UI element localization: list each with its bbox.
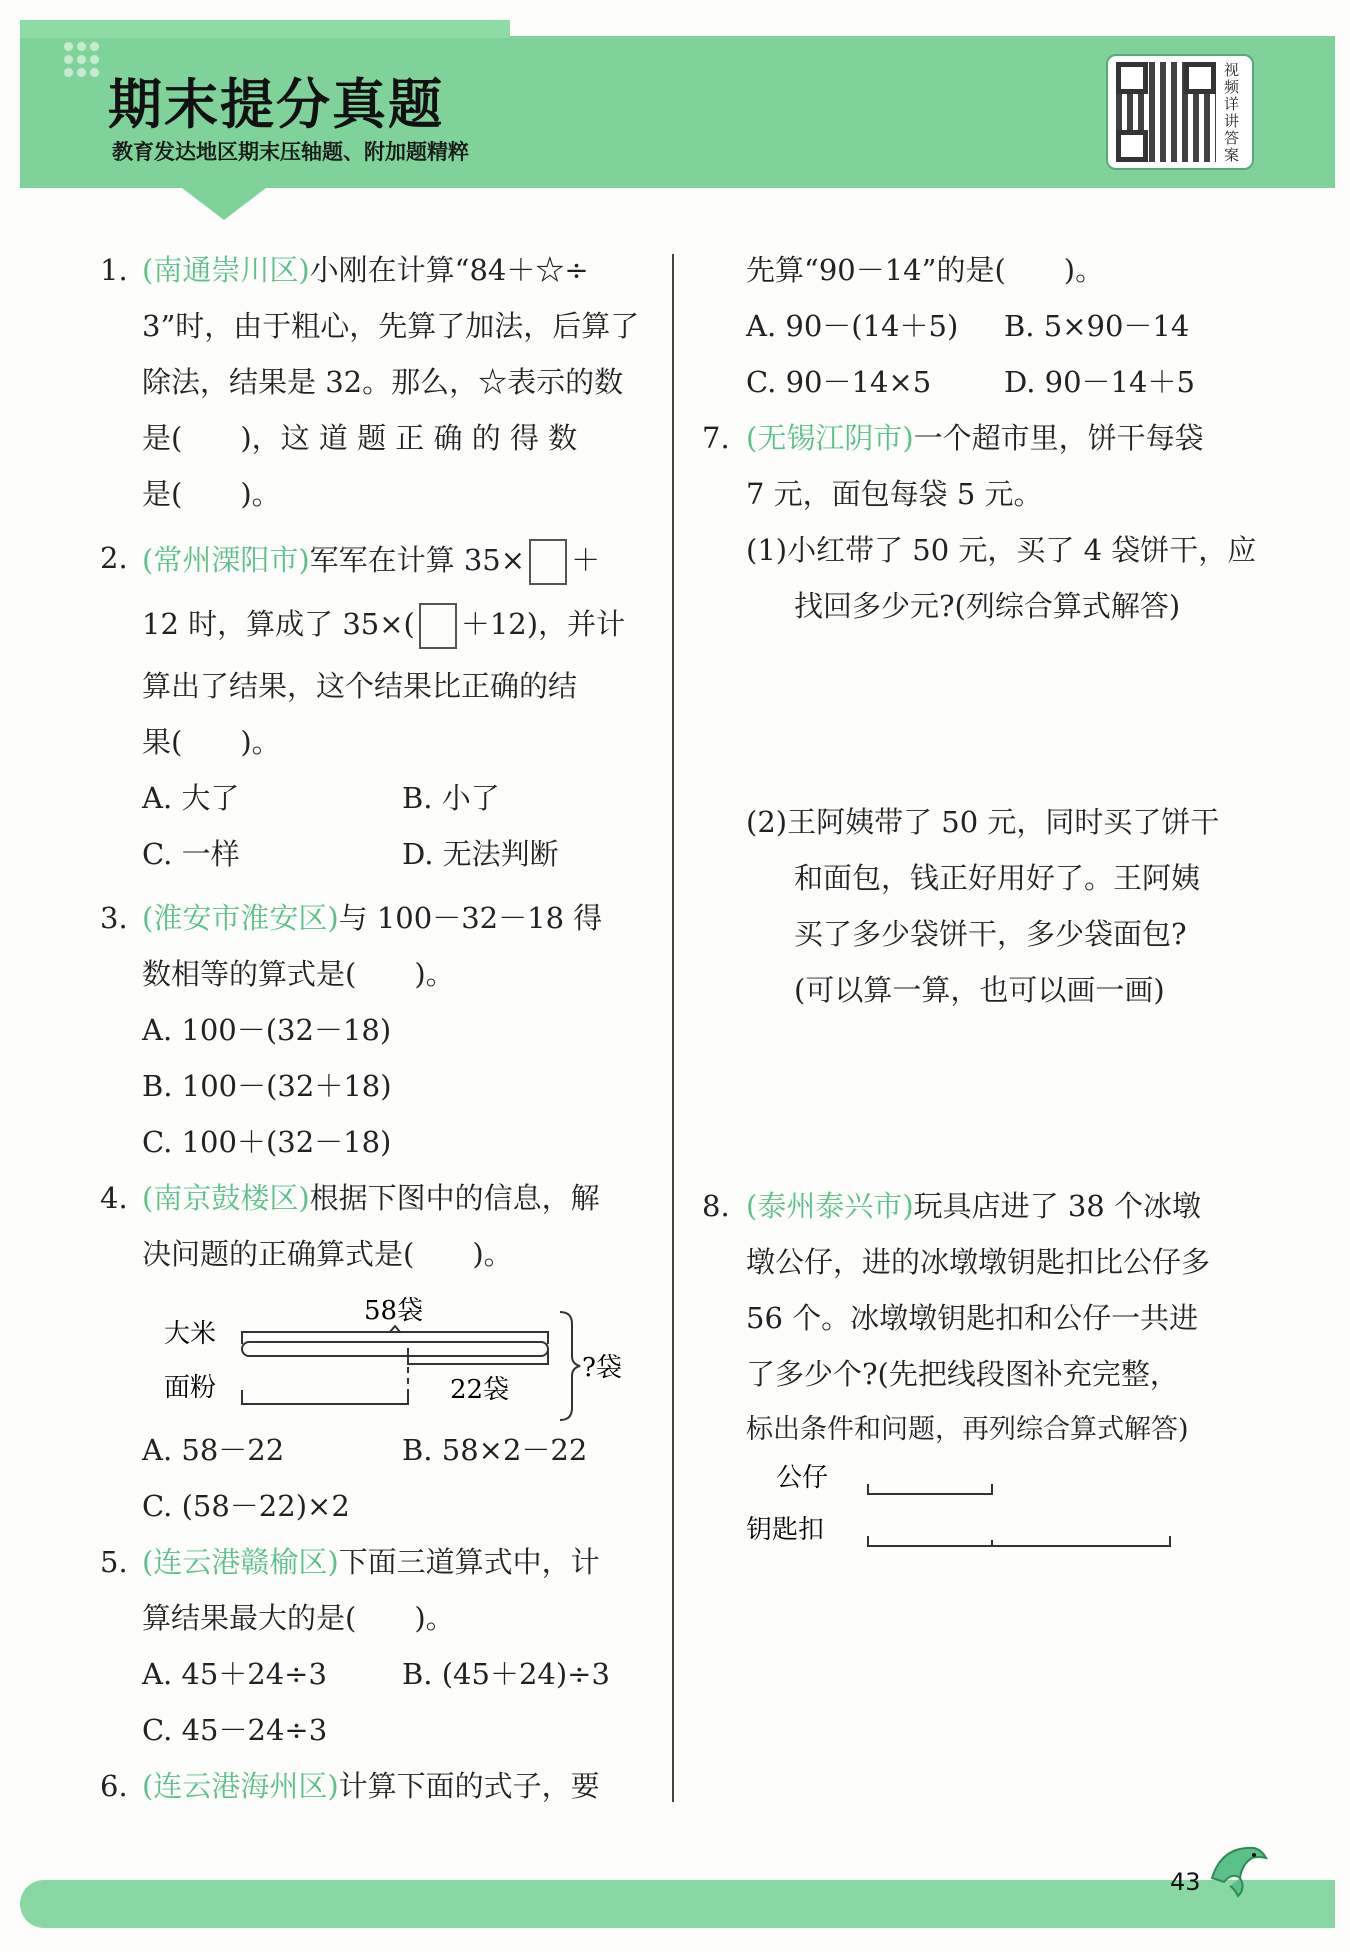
page-subtitle: 教育发达地区期末压轴题、附加题精粹 xyxy=(112,140,469,164)
label-doll: 公仔 xyxy=(776,1463,829,1493)
sub-question-2: (2)王阿姨带了 50 元，同时买了饼干 xyxy=(746,805,1220,839)
option-c[interactable]: C. 45－24÷3 xyxy=(142,1713,328,1747)
question-text: 先算“90－14”的是( )。 xyxy=(746,253,1105,287)
qr-caption: 视频详讲答案 xyxy=(1224,61,1240,164)
label-diff: 22袋 xyxy=(450,1375,510,1405)
keychain-segment[interactable] xyxy=(868,1536,1170,1546)
question-number: 6. xyxy=(100,1769,128,1803)
option-b[interactable]: B. 小了 xyxy=(402,781,500,815)
question-6 xyxy=(100,1758,660,1814)
sub-question-2-text: 买了多少袋饼干，多少袋面包? xyxy=(794,917,1187,951)
label-total-rice: 58袋 xyxy=(364,1296,424,1326)
question-source: (连云港海州区) xyxy=(142,1769,339,1803)
flour-bar xyxy=(242,1390,408,1404)
question-source: (泰州泰兴市) xyxy=(746,1189,914,1223)
option-b[interactable]: B. 100－(32＋18) xyxy=(142,1069,392,1103)
question-text: 算结果最大的是( )。 xyxy=(142,1601,455,1635)
option-b[interactable]: B. 5×90－14 xyxy=(1004,309,1190,343)
label-rice: 大米 xyxy=(164,1319,217,1349)
sub-question-2-text: 和面包，钱正好用好了。王阿姨 xyxy=(794,861,1201,895)
label-unknown-total: ?袋 xyxy=(582,1353,622,1383)
question-number: 5. xyxy=(100,1545,128,1579)
question-source: (无锡江阴市) xyxy=(746,421,914,455)
question-number: 4. xyxy=(100,1181,128,1215)
qr-code-panel[interactable] xyxy=(1106,54,1254,170)
option-c[interactable]: C. 90－14×5 xyxy=(746,365,932,399)
question-text: 算出了结果，这个结果比正确的结 xyxy=(142,669,578,703)
question-text: 决问题的正确算式是( )。 xyxy=(142,1237,513,1271)
question-text: 军军在计算 35× xyxy=(309,543,526,577)
question-4 xyxy=(100,1170,660,1282)
question-text: 下面三道算式中，计 xyxy=(338,1545,600,1579)
sub-question-1-text: 找回多少元?(列综合算式解答) xyxy=(794,589,1181,623)
doll-segment[interactable] xyxy=(868,1484,992,1494)
question-source: (淮安市淮安区) xyxy=(142,901,339,935)
question-8 xyxy=(702,1178,1272,1458)
question-1 xyxy=(100,242,660,522)
question-text: 与 100－32－18 得 xyxy=(338,901,603,935)
question-7-part-2 xyxy=(746,794,1276,1018)
answer-box[interactable] xyxy=(529,539,567,585)
question-text: 是( )，这 道 题 正 确 的 得 数 xyxy=(142,421,578,455)
question-number: 2. xyxy=(100,541,128,575)
option-d[interactable]: D. 无法判断 xyxy=(402,837,559,871)
question-5 xyxy=(100,1534,660,1758)
question-number: 8. xyxy=(702,1189,730,1223)
question-text: 56 个。冰墩墩钥匙扣和公仔一共进 xyxy=(746,1301,1199,1335)
question-text: 计算下面的式子，要 xyxy=(338,1769,600,1803)
question-number: 3. xyxy=(100,901,128,935)
option-d[interactable]: D. 90－14＋5 xyxy=(1004,365,1195,399)
question-text: 数相等的算式是( )。 xyxy=(142,957,455,991)
question-source: (南京鼓楼区) xyxy=(142,1181,310,1215)
question-source: (常州溧阳市) xyxy=(142,543,310,577)
question-text: 一个超市里，饼干每袋 xyxy=(913,421,1204,455)
question-text: 墩公仔，进的冰墩墩钥匙扣比公仔多 xyxy=(746,1245,1211,1279)
question-4-options xyxy=(100,1422,660,1534)
option-a[interactable]: A. 大了 xyxy=(142,781,240,815)
option-c[interactable]: C. 100＋(32－18) xyxy=(142,1125,392,1159)
segment-diagram xyxy=(150,1284,650,1434)
question-text: 标出条件和问题，再列综合算式解答) xyxy=(746,1414,1189,1445)
sub-question-1: (1)小红带了 50 元，买了 4 袋饼干，应 xyxy=(746,533,1257,567)
rice-bar xyxy=(242,1342,548,1356)
header-dots xyxy=(62,40,102,80)
question-source: (南通崇川区) xyxy=(142,253,310,287)
label-flour: 面粉 xyxy=(164,1373,217,1403)
option-b[interactable]: B. (45＋24)÷3 xyxy=(402,1657,610,1691)
question-2 xyxy=(100,530,660,882)
q8-segment-diagram xyxy=(740,1448,1200,1558)
question-text: 了多少个?(先把线段图补充完整， xyxy=(746,1357,1179,1391)
question-3 xyxy=(100,890,660,1170)
question-6-continued xyxy=(746,242,1266,410)
label-keychain: 钥匙扣 xyxy=(746,1515,825,1545)
option-c[interactable]: C. 一样 xyxy=(142,837,240,871)
question-source: (连云港赣榆区) xyxy=(142,1545,339,1579)
question-text: 7 元，面包每袋 5 元。 xyxy=(746,477,1043,511)
sub-question-2-text: (可以算一算，也可以画一画) xyxy=(794,973,1165,1007)
question-text: 除法，结果是 32。那么，☆表示的数 xyxy=(142,365,624,399)
footer-band xyxy=(20,1880,1335,1928)
option-a[interactable]: A. 90－(14＋5) xyxy=(746,309,959,343)
option-a[interactable]: A. 58－22 xyxy=(142,1433,285,1467)
column-divider xyxy=(672,254,674,1802)
question-number: 1. xyxy=(100,253,128,287)
qr-code-icon[interactable] xyxy=(1116,62,1216,162)
question-text: 根据下图中的信息，解 xyxy=(309,1181,600,1215)
option-b[interactable]: B. 58×2－22 xyxy=(402,1433,588,1467)
page-title: 期末提分真题 xyxy=(108,73,444,136)
question-text: 3”时，由于粗心，先算了加法，后算了 xyxy=(142,309,640,343)
option-a[interactable]: A. 100－(32－18) xyxy=(142,1013,392,1047)
question-text: 是( )。 xyxy=(142,477,281,511)
option-c[interactable]: C. (58－22)×2 xyxy=(142,1489,350,1523)
question-text: ＋12)，并计 xyxy=(460,607,626,641)
question-text: 果( )。 xyxy=(142,725,281,759)
option-a[interactable]: A. 45＋24÷3 xyxy=(142,1657,327,1691)
total-brace xyxy=(560,1312,580,1420)
question-text: 12 时，算成了 35×( xyxy=(142,607,415,641)
question-7 xyxy=(702,410,1272,634)
question-text: 玩具店进了 38 个冰墩 xyxy=(913,1189,1201,1223)
header-arrow xyxy=(182,188,266,220)
question-text: ＋ xyxy=(571,543,601,577)
dolphin-icon xyxy=(1202,1838,1272,1900)
question-text: 小刚在计算“84＋☆÷ xyxy=(309,253,589,287)
question-number: 7. xyxy=(702,421,730,455)
page-number: 43 xyxy=(1170,1868,1201,1896)
answer-box[interactable] xyxy=(419,603,457,649)
